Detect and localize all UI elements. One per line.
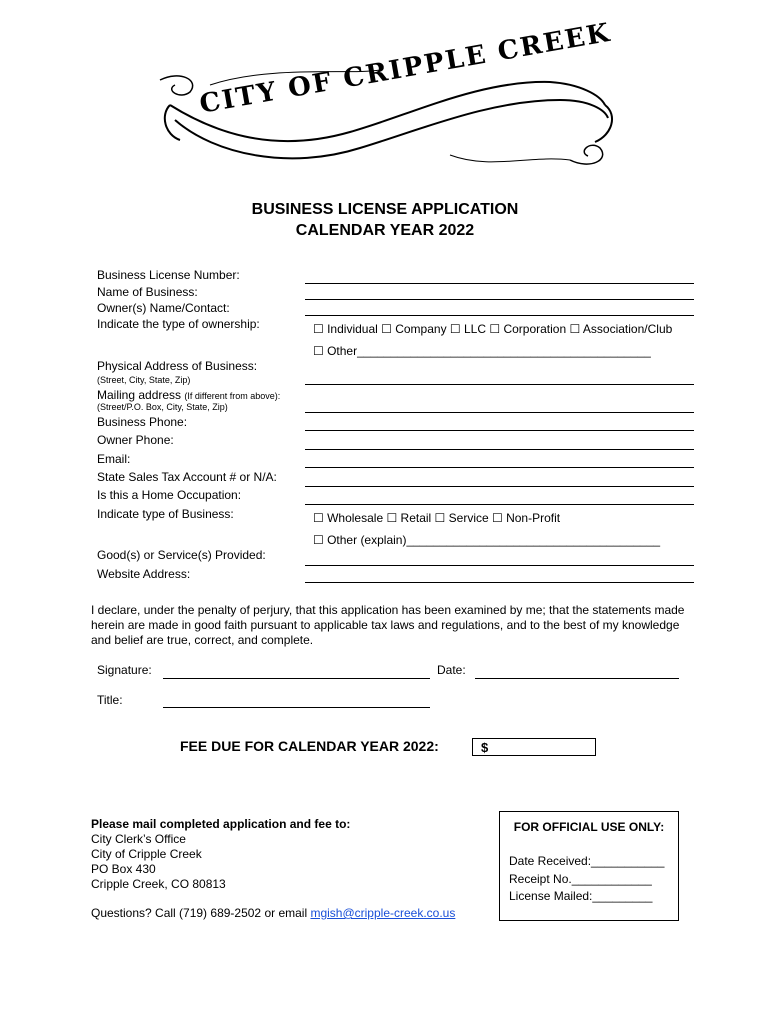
owner-contact-label: Owner(s) Name/Contact: [97, 301, 230, 315]
sales-tax-label: State Sales Tax Account # or N/A: [97, 470, 277, 484]
date-received-line: Date Received:___________ [509, 854, 665, 868]
business-phone-label: Business Phone: [97, 415, 188, 429]
mail-line-1: City Clerk’s Office [91, 832, 186, 846]
business-name-field[interactable] [305, 299, 694, 300]
business-phone-field[interactable] [305, 430, 694, 431]
license-mailed-line: License Mailed:_________ [509, 889, 653, 903]
website-field[interactable] [305, 582, 694, 583]
goods-services-field[interactable] [305, 565, 694, 566]
mail-line-3: PO Box 430 [91, 862, 156, 876]
mailing-address-field[interactable] [305, 412, 694, 413]
fee-currency: $ [481, 740, 489, 755]
title-field[interactable] [163, 707, 430, 708]
email-label: Email: [97, 452, 131, 466]
owner-contact-field[interactable] [305, 315, 694, 316]
mail-line-2: City of Cripple Creek [91, 847, 202, 861]
official-use-title: FOR OFFICIAL USE ONLY: [513, 820, 665, 834]
date-label: Date: [437, 663, 466, 677]
ownership-options-row1[interactable]: ☐ Individual ☐ Company ☐ LLC ☐ Corporation ☐ Association/Club [313, 322, 673, 336]
owner-phone-label: Owner Phone: [97, 433, 174, 447]
ownership-options-row2[interactable]: ☐ Other____________________________________________ [313, 344, 651, 358]
license-number-field[interactable] [305, 283, 694, 284]
fee-due-label: FEE DUE FOR CALENDAR YEAR 2022: [180, 738, 439, 754]
mailing-address-label [97, 388, 280, 402]
mailing-address-hint: (Street/P.O. Box, City, State, Zip) [97, 402, 228, 412]
physical-address-field[interactable] [305, 384, 694, 385]
receipt-no-line: Receipt No.____________ [509, 872, 652, 886]
physical-address-label: Physical Address of Business: [97, 359, 258, 373]
mailing-address-note: (If different from above): [184, 391, 281, 401]
business-type-label: Indicate type of Business: [97, 507, 234, 521]
date-field[interactable] [475, 678, 679, 679]
email-field[interactable] [305, 467, 694, 468]
mail-heading: Please mail completed application and fee to: [91, 817, 351, 831]
owner-phone-field[interactable] [305, 449, 694, 450]
form-subtitle: CALENDAR YEAR 2022 [295, 222, 475, 239]
license-number-label: Business License Number: [97, 268, 240, 282]
form-title: BUSINESS LICENSE APPLICATION [251, 201, 519, 218]
mailing-address-text: Mailing address [97, 388, 182, 402]
official-use-box [499, 811, 679, 921]
questions-line [91, 906, 455, 921]
fee-amount-field[interactable] [472, 738, 596, 756]
logo-text: CITY OF CRIPPLE CREEK [197, 17, 614, 120]
sales-tax-field[interactable] [305, 486, 694, 487]
home-occupation-label: Is this a Home Occupation: [97, 488, 242, 502]
physical-address-hint: (Street, City, State, Zip) [97, 375, 191, 385]
questions-text: Questions? Call (719) 689-2502 or email [91, 906, 311, 920]
website-label: Website Address: [97, 567, 191, 581]
business-name-label: Name of Business: [97, 285, 198, 299]
home-occupation-field[interactable] [305, 504, 694, 505]
goods-services-label: Good(s) or Service(s) Provided: [97, 548, 266, 562]
title-label: Title: [97, 693, 123, 707]
ownership-type-label: Indicate the type of ownership: [97, 317, 260, 331]
signature-label: Signature: [97, 663, 152, 677]
signature-field[interactable] [163, 678, 430, 679]
mail-line-4: Cripple Creek, CO 80813 [91, 877, 226, 891]
declaration-text: I declare, under the penalty of perjury, that this application has been examined by me; that the statements made herein are made in good faith pursuant to applicable tax laws and regulations, and to the best of my knowledge and belief are true, correct, and complete. [91, 603, 685, 647]
business-options-row1[interactable]: ☐ Wholesale ☐ Retail ☐ Service ☐ Non-Profit [313, 511, 561, 525]
contact-email-link[interactable]: mgish@cripple-creek.co.us [310, 906, 456, 920]
city-logo [150, 17, 620, 180]
business-options-row2[interactable]: ☐ Other (explain)______________________________________ [313, 533, 661, 547]
